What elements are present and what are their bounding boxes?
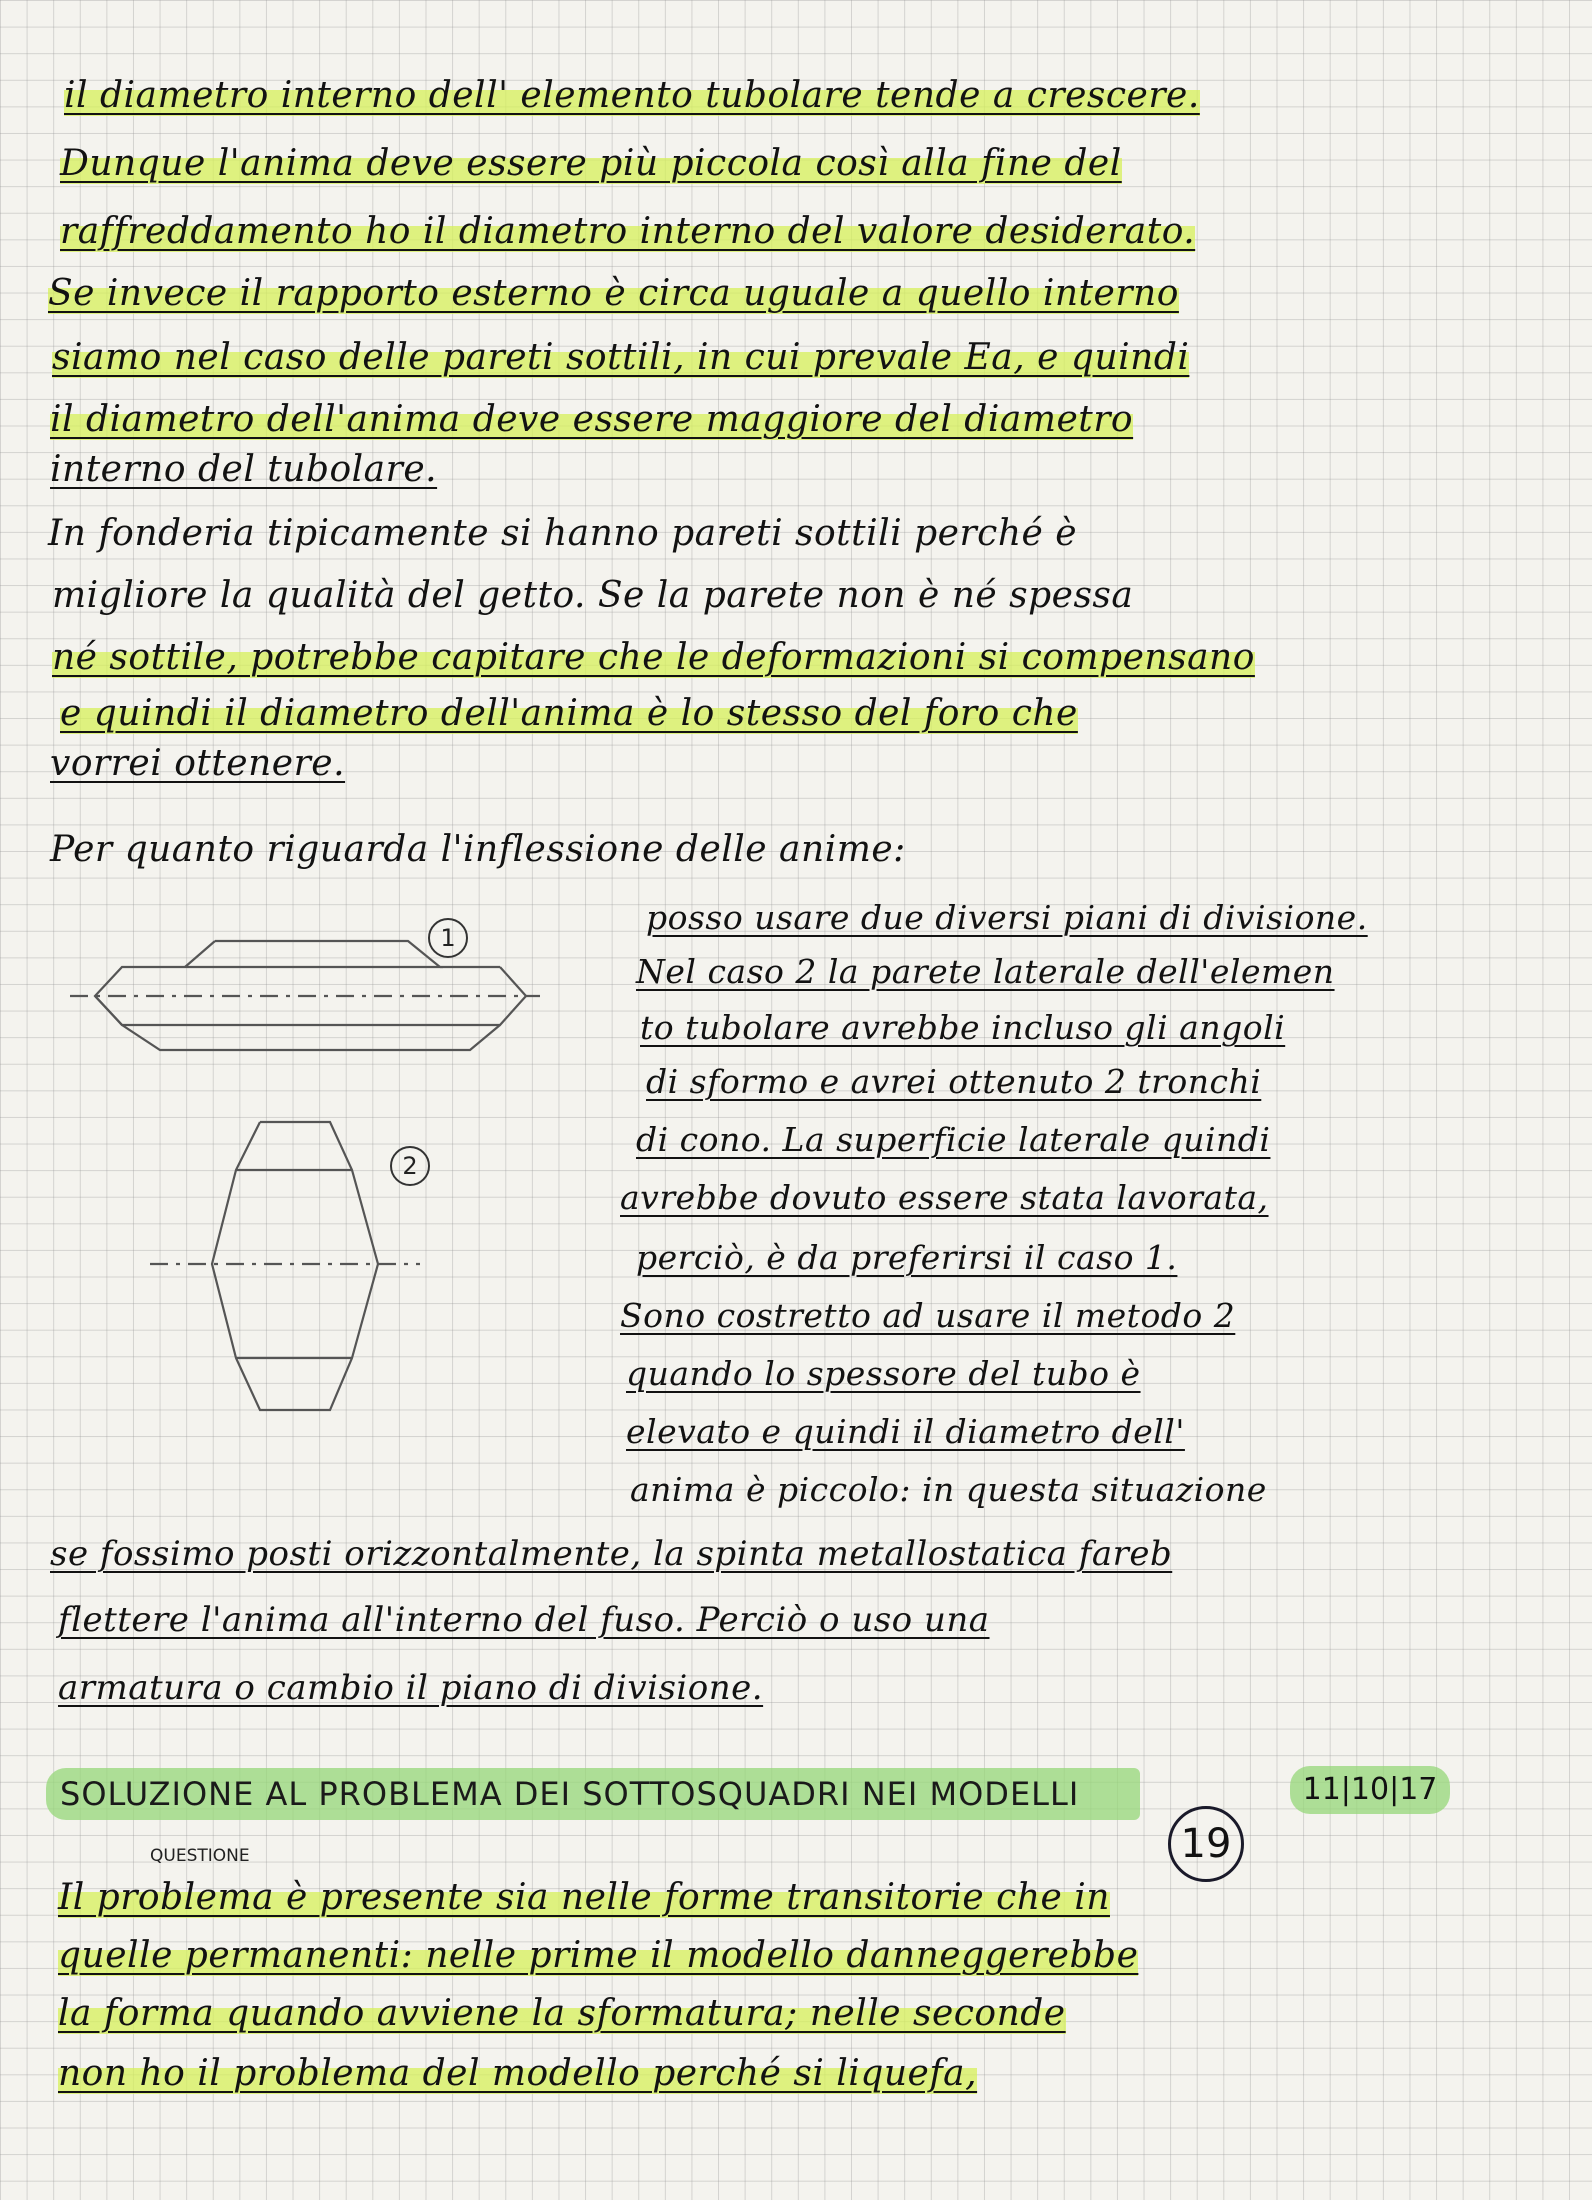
intro-line: Per quanto riguarda l'inflessione delle anime: xyxy=(50,829,906,870)
text-line: la forma quando avviene la sformatura; nelle seconde xyxy=(58,1990,1066,2038)
text-line: siamo nel caso delle pareti sottili, in cui prevale Ea, e quindi xyxy=(52,334,1189,382)
text-line: Dunque l'anima deve essere più piccola così alla fine del xyxy=(60,140,1122,188)
text-line: Se invece il rapporto esterno è circa uguale a quello interno xyxy=(48,270,1179,318)
section-title: SOLUZIONE AL PROBLEMA DEI SOTTOSQUADRI NEI MODELLI xyxy=(46,1768,1140,1820)
figure-2-vertical-core xyxy=(150,1122,420,1410)
side-text-line: quando lo spessore del tubo è xyxy=(626,1354,1141,1393)
figure-1-label: 1 xyxy=(428,918,468,958)
text-line: il diametro dell'anima deve essere maggiore del diametro xyxy=(50,396,1133,444)
text-line: interno del tubolare. xyxy=(50,449,438,490)
figure-2-label: 2 xyxy=(390,1146,430,1186)
side-text-line: elevato e quindi il diametro dell' xyxy=(626,1412,1185,1451)
date-badge: 11|10|17 xyxy=(1290,1766,1450,1814)
text-line: vorrei ottenere. xyxy=(50,743,346,784)
text-line: In fonderia tipicamente si hanno pareti sottili perché è xyxy=(48,513,1078,554)
side-text-line: Sono costretto ad usare il metodo 2 xyxy=(620,1296,1236,1335)
page-number: 19 xyxy=(1168,1806,1244,1882)
side-text-line: to tubolare avrebbe incluso gli angoli xyxy=(640,1008,1286,1047)
text-line: raffreddamento ho il diametro interno del valore desiderato. xyxy=(60,208,1195,256)
side-text-line: posso usare due diversi piani di divisione. xyxy=(646,898,1368,937)
text-line: Il problema è presente sia nelle forme transitorie che in xyxy=(58,1874,1110,1922)
text-line: quelle permanenti: nelle prime il modello danneggerebbe xyxy=(58,1932,1138,1980)
text-line: migliore la qualità del getto. Se la parete non è né spessa xyxy=(52,575,1134,616)
side-text-line: di sformo e avrei ottenuto 2 tronchi xyxy=(646,1062,1262,1101)
text-line: e quindi il diametro dell'anima è lo stesso del foro che xyxy=(60,690,1078,738)
text-line: non ho il problema del modello perché si liquefa, xyxy=(58,2050,977,2098)
text-line: flettere l'anima all'interno del fuso. Perciò o uso una xyxy=(58,1600,990,1640)
side-text-line: di cono. La superficie laterale quindi xyxy=(636,1120,1271,1159)
side-text-line: avrebbe dovuto essere stata lavorata, xyxy=(620,1178,1269,1217)
side-text-line: anima è piccolo: in questa situazione xyxy=(630,1470,1267,1509)
text-line: il diametro interno dell' elemento tubolare tende a crescere. xyxy=(64,72,1200,120)
side-text-line: Nel caso 2 la parete laterale dell'elemen xyxy=(636,952,1335,991)
text-line: armatura o cambio il piano di divisione. xyxy=(58,1668,764,1708)
superscript-note: QUESTIONE xyxy=(150,1846,250,1866)
text-line: se fossimo posti orizzontalmente, la spinta metallostatica fareb xyxy=(50,1534,1173,1574)
figure-1-horizontal-core xyxy=(70,941,540,1050)
side-text-line: perciò, è da preferirsi il caso 1. xyxy=(636,1238,1178,1277)
text-line: né sottile, potrebbe capitare che le deformazioni si compensano xyxy=(52,634,1255,682)
